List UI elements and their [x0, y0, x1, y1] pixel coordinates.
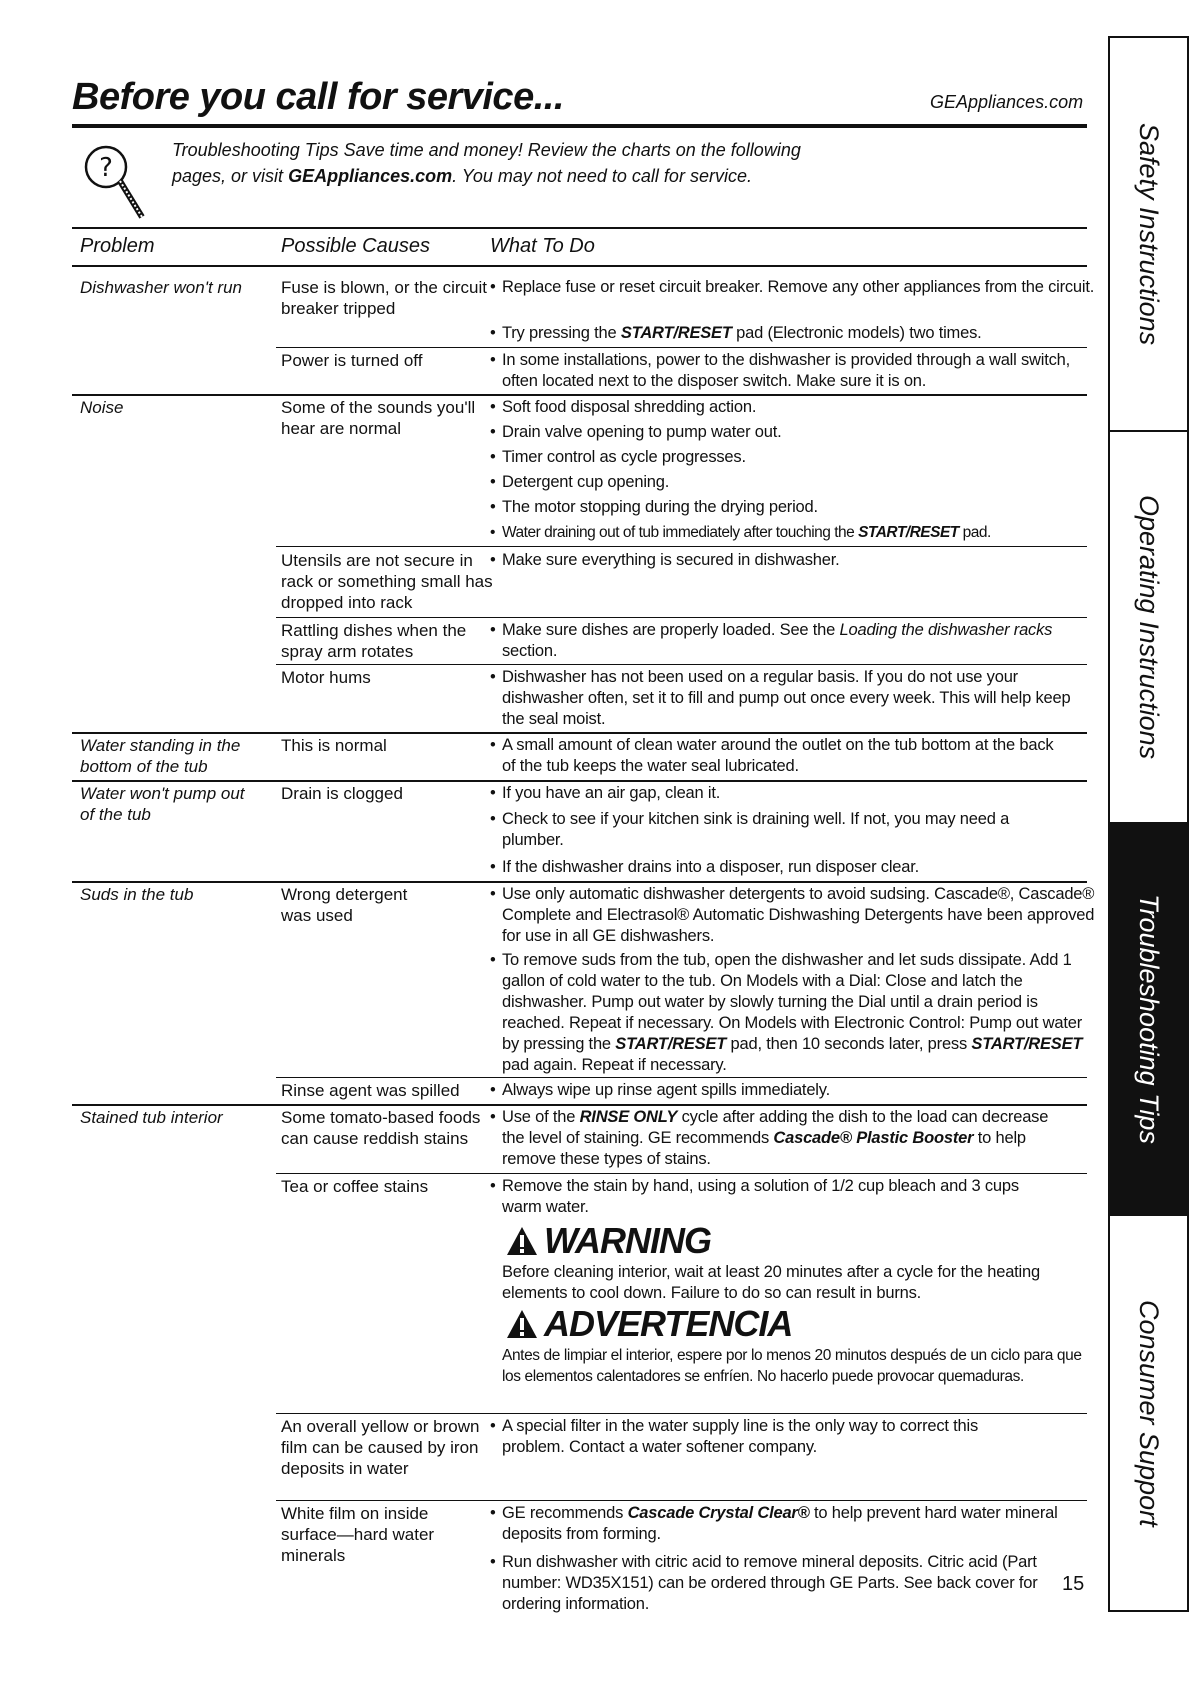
cause-rinse: Rinse agent was spilled — [281, 1081, 460, 1100]
cause-normal: This is normal — [281, 736, 387, 755]
row-divider — [276, 546, 1087, 547]
tab-safety-instructions[interactable]: Safety Instructions — [1134, 122, 1164, 346]
svg-text:?: ? — [99, 153, 113, 183]
section-divider — [72, 1104, 1087, 1106]
todo-remove-suds: • To remove suds from the tub, open the dishwasher and let suds dissipate. Add 1 gallon of cold water to the tub. On Models with a Dial: Close and latch the dishwasher. Pump out water by slowly turning the Dial until a drain period is reached. Repeat if necessary. On Models with Electronic Control: Pump out water by pressing the START/RESET pad, then 10 seconds later, press START/RESET pad again. Repeat if necessary. — [488, 950, 1102, 1076]
page-number: 15 — [1062, 1573, 1085, 1595]
tab-operating-instructions[interactable]: Operating Instructions — [1110, 430, 1187, 822]
warning-triangle-icon — [506, 1309, 538, 1339]
todo-motor: • Dishwasher has not been used on a regular basis. If you do not use your dishwasher often, set it to fill and pump out once every week. This will help keep the seal moist. — [488, 667, 1072, 730]
todo-white-film: • GE recommends Cascade Crystal Clear® to help prevent hard water mineral deposits from forming. — [488, 1503, 1062, 1545]
section-divider — [72, 732, 1087, 734]
todo-utensils: • Make sure everything is secured in dishwasher. — [488, 550, 1102, 571]
problem-standing: Water standing in the bottom of the tub — [80, 736, 241, 776]
section-divider — [72, 394, 1087, 396]
section-divider — [72, 780, 1087, 782]
todo-standing: • A small amount of clean water around the outlet on the tub bottom at the back of the tub keeps the water seal lubricated. — [488, 735, 1062, 777]
warning-text: Before cleaning interior, wait at least 20 minutes after a cycle for the heating elements to cool down. Failure to do so can result in burns. — [502, 1263, 1040, 1302]
todo-sound-1: • Soft food disposal shredding action. — [488, 397, 1102, 418]
cause-fuse: Fuse is blown, or the circuit breaker tripped — [281, 278, 487, 318]
todo-power: • In some installations, power to the dishwasher is provided through a wall switch, often located next to the disposer switch. Make sure it is on. — [488, 350, 1102, 392]
section-divider — [72, 881, 1087, 883]
row-divider — [276, 617, 1087, 618]
todo-sound-2: • Drain valve opening to pump water out. — [488, 422, 1102, 443]
todo-yellow-film: • A special filter in the water supply line is the only way to correct this problem. Contact a water softener company. — [488, 1416, 1042, 1458]
column-header-problem: Problem — [80, 235, 155, 257]
todo-citric-acid: • Run dishwasher with citric acid to remove mineral deposits. Citric acid (Part number: WD35X151) can be ordered through GE Parts. See back cover for ordering information. — [488, 1552, 1042, 1615]
todo-drain-3: • If the dishwasher drains into a disposer, run disposer clear. — [488, 857, 1102, 878]
warning-triangle-icon — [506, 1226, 538, 1256]
problem-wont-pump: Water won't pump out of the tub — [80, 784, 245, 824]
todo-rattling: • Make sure dishes are properly loaded. See the Loading the dishwasher racks section. — [488, 620, 1062, 662]
todo-sound-3: • Timer control as cycle progresses. — [488, 447, 1102, 468]
cause-power: Power is turned off — [281, 351, 423, 370]
column-header-causes: Possible Causes — [281, 235, 430, 257]
todo-try-start: • Try pressing the START/RESET pad (Electronic models) two times. — [488, 323, 1102, 344]
cause-tomato: Some tomato-based foods can cause reddish stains — [281, 1108, 481, 1148]
intro-text: Troubleshooting Tips Save time and money! Review the charts on the following pages, or visit GEAppliances.com. You may not need to call for service. — [172, 140, 801, 186]
problem-wont-run: Dishwasher won't run — [80, 278, 242, 297]
warning-heading: WARNING — [506, 1220, 711, 1262]
problem-stained: Stained tub interior — [80, 1108, 223, 1127]
row-divider — [276, 1500, 1087, 1501]
site-url: GEAppliances.com — [930, 92, 1084, 112]
cause-detergent: Wrong detergent was used — [281, 885, 408, 925]
problem-noise: Noise — [80, 398, 124, 417]
todo-tea: • Remove the stain by hand, using a solution of 1/2 cup bleach and 3 cups warm water. — [488, 1176, 1042, 1218]
row-divider — [276, 1413, 1087, 1414]
table-top-rule — [72, 227, 1087, 229]
cause-tea: Tea or coffee stains — [281, 1177, 429, 1196]
cause-sounds: Some of the sounds you'll hear are normal — [281, 398, 476, 438]
cause-white-film: White film on inside surface—hard water minerals — [281, 1504, 435, 1565]
problem-suds: Suds in the tub — [80, 885, 194, 904]
todo-fuse: • Replace fuse or reset circuit breaker. Remove any other appliances from the circuit. — [488, 277, 1102, 298]
intro-site-link: GEAppliances.com — [288, 166, 453, 186]
section-tabs — [1108, 36, 1189, 1612]
title-rule — [72, 124, 1087, 128]
row-divider — [276, 664, 1087, 665]
tab-consumer-support[interactable]: Consumer Support — [1110, 1214, 1187, 1610]
row-divider — [276, 1077, 1087, 1078]
todo-detergent: • Use only automatic dishwasher detergents to avoid sudsing. Cascade®, Cascade® Complete and Electrasol® Automatic Dishwashing Detergents have been approved for use in all GE dishwashers. — [488, 884, 1102, 947]
row-divider — [276, 347, 1087, 348]
question-magnifier-icon — [82, 143, 150, 223]
column-header-todo: What To Do — [490, 235, 595, 257]
todo-sound-4: • Detergent cup opening. — [488, 472, 1102, 493]
todo-sound-5: • The motor stopping during the drying period. — [488, 497, 1102, 518]
cause-yellow-film: An overall yellow or brown film can be caused by iron deposits in water — [281, 1417, 480, 1478]
todo-rinse: • Always wipe up rinse agent spills immediately. — [488, 1080, 1102, 1101]
page-title: Before you call for service... — [72, 76, 564, 118]
advertencia-text: Antes de limpiar el interior, espere por lo menos 20 minutos después de un ciclo para que los elementos calentadores se enfríen. No hacerlo puede provocar quemaduras. — [502, 1347, 1082, 1385]
row-divider — [276, 1173, 1087, 1174]
todo-drain-2: • Check to see if your kitchen sink is draining well. If not, you may need a plumber. — [488, 809, 1062, 851]
cause-motor: Motor hums — [281, 668, 371, 687]
cause-rattling: Rattling dishes when the spray arm rotates — [281, 621, 467, 661]
cause-drain: Drain is clogged — [281, 784, 403, 803]
todo-tomato: • Use of the RINSE ONLY cycle after adding the dish to the load can decrease the level of staining. GE recommends Cascade® Plastic Booster to help remove these types of stains. — [488, 1107, 1062, 1170]
table-header-rule — [72, 265, 1087, 267]
tab-troubleshooting-tips[interactable]: Troubleshooting Tips — [1110, 822, 1187, 1214]
cause-utensils: Utensils are not secure in rack or something small has dropped into rack — [281, 551, 493, 612]
todo-sound-6: • Water draining out of tub immediately after touching the START/RESET pad. — [488, 522, 1102, 543]
advertencia-heading: ADVERTENCIA — [506, 1303, 792, 1345]
todo-drain-1: • If you have an air gap, clean it. — [488, 783, 1102, 804]
